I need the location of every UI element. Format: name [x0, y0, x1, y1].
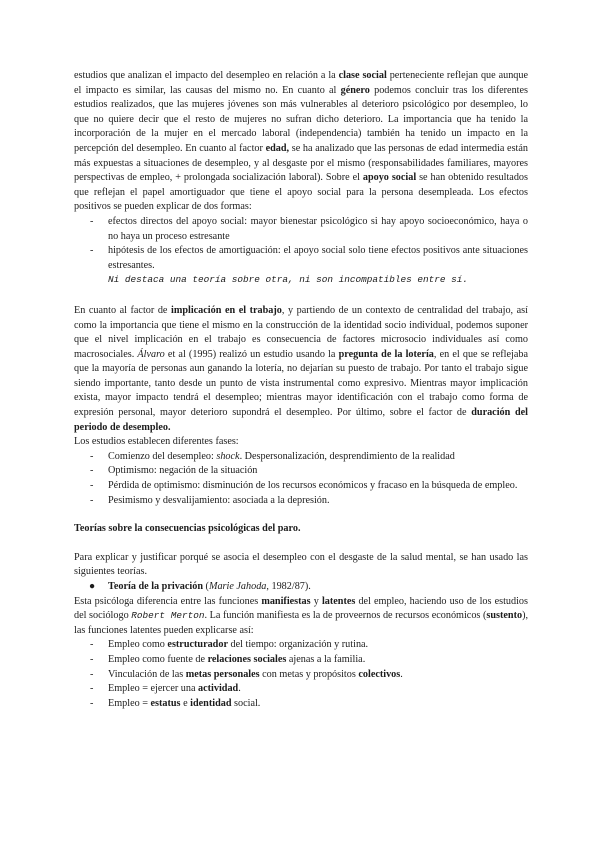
- list-item: [74, 450, 528, 465]
- italic-term: Álvaro: [137, 348, 165, 360]
- text: ), las funciones latentes pueden explicarse así:: [74, 610, 529, 636]
- phases-list: [74, 450, 528, 508]
- text: Empleo como fuente de: [108, 653, 208, 665]
- text: e: [180, 697, 191, 709]
- note-text: Ni destaca una teoría sobre otra, ni son incompatibles entre sí.: [108, 274, 469, 286]
- theory-bullet-item: [74, 580, 528, 595]
- italic-term: Robert Merton: [131, 610, 205, 622]
- text: Los estudios establecen diferentes fases:: [74, 436, 239, 448]
- list-item: - Pesimismo y desvalijamiento: asociada a la depresión.: [74, 494, 528, 509]
- bold-term: latentes: [321, 595, 356, 607]
- italic-term: Marie Jahoda: [208, 581, 267, 592]
- bold-term: género: [340, 84, 370, 96]
- document-page: [74, 69, 528, 711]
- bold-term: identidad: [190, 697, 232, 709]
- list-item: [74, 697, 528, 712]
- bold-term: colectivos: [358, 668, 401, 680]
- text: se ha analizado que las personas de edad intermedia están más expuestas a situaciones de desempleo, y al desgaste por el mismo (responsabilidades familiares, mayores perspectivas de empleo, + prolongada socialización laboral). Sobre el: [74, 142, 528, 184]
- list-item: - Optimismo: negación de la situación: [74, 464, 528, 479]
- list-item: [74, 638, 528, 653]
- text: social.: [231, 697, 261, 709]
- text: del empleo, haciendo uso de los estudios del sociólogo: [74, 595, 528, 622]
- list-item: - Pérdida de optimismo: disminución de los recursos económicos y fracaso en la búsqueda de empleo.: [74, 479, 528, 494]
- text: ajenas a la familia.: [286, 653, 366, 665]
- bold-term: pregunta de la lotería: [338, 348, 434, 360]
- text: estudios que analizan el impacto del desempleo en relación a la: [74, 70, 339, 81]
- list-item: - hipótesis de los efectos de amortiguación: el apoyo social solo tiene efectos positivos ante situaciones estresantes.: [74, 244, 528, 273]
- text: del tiempo: organización y rutina.: [227, 639, 369, 651]
- italic-term: shock: [216, 450, 240, 462]
- text: Empleo = ejercer una: [108, 683, 199, 695]
- bold-term: edad,: [265, 142, 290, 154]
- text: En cuanto al factor de: [74, 304, 172, 316]
- list-item: [74, 653, 528, 668]
- list-item: [74, 668, 528, 683]
- bold-term: relaciones sociales: [207, 653, 287, 665]
- text: Comienzo del desempleo:: [108, 450, 217, 462]
- bold-term: actividad: [198, 683, 239, 695]
- text: , 1982/87).: [266, 581, 311, 592]
- text: podemos concluir tras los diferentes estudios realizados, que las mujeres jóvenes son más vulnerables al deterioro psicológico por desempleo, lo que no quiere decir que el resto de mujeres no sufran dicho deterioro. La importancia que ha tenido la incorporación de la mujer en el mercado laboral (independencia) también ha tenido un impacto en la percepción del desempleo. En cuanto al factor: [74, 84, 528, 154]
- list-item: [74, 682, 528, 697]
- latent-functions-list: [74, 638, 528, 711]
- text: (: [203, 581, 209, 592]
- text: , y partiendo de un contexto de centralidad del trabajo, así como la importancia que tiene el mismo en la construcción de la identidad socio individual, podemos suponer que el nivel implicación en el trabajo es consecuencia de factores microsocio individuales así como macrosociales.: [74, 304, 528, 360]
- bold-term: implicación en el trabajo: [171, 304, 282, 316]
- paragraph-work-involvement: [74, 304, 528, 450]
- bold-term: apoyo social: [362, 172, 417, 184]
- paragraph-intro-theories: Para explicar y justificar porqué se asocia el desempleo con el desgaste de la salud mental, se han usado las siguientes teorías.: [74, 551, 528, 578]
- text: Esta psicóloga diferencia entre las funciones: [74, 595, 262, 607]
- text: perteneciente reflejan que aunque el impacto es similar, las causas del mismo no. En cuanto al: [74, 70, 528, 96]
- text: . Despersonalización, desprendimiento de la realidad: [239, 450, 455, 462]
- text: con metas y propósitos: [259, 668, 359, 680]
- paragraph-jahoda: [74, 595, 528, 639]
- text: se han obtenido resultados que reflejan el papel amortiguador que tiene el apoyo social para la persona desempleada. Los efectos positivos se pueden explicar de dos formas:: [74, 172, 528, 213]
- bold-term: clase social: [338, 70, 387, 81]
- text: .: [238, 683, 241, 695]
- paragraph-social-factors: [74, 69, 528, 215]
- bold-term: Teoría de la privación: [108, 581, 203, 592]
- text: .: [400, 668, 403, 680]
- bold-term: estatus: [150, 697, 181, 709]
- bold-term: metas personales: [185, 668, 260, 680]
- list-item: - efectos directos del apoyo social: mayor bienestar psicológico si hay apoyo socioeconómico, haya o no haya un proceso estresante: [74, 215, 528, 244]
- text: et al (1995) realizó un estudio usando la: [164, 348, 339, 360]
- bullet-icon: ●: [89, 581, 96, 592]
- bold-term: manifiestas: [261, 595, 311, 607]
- social-support-list: [74, 215, 528, 273]
- text: , en el que se reflejaba que la mayoría de personas aun ganando la lotería, no dejarían su puesto de trabajo. Por tanto el trabajo sigue siendo importante, tanto desde un punto de vista instrumental como expresivo. Mientras mayor implicación exista, mayor impacto tendrá el desempleo; mientras mayor identificación con el trabajo como forma de expresión personal, mayor deterioro supondrá el desempleo. Por último, sobre el factor de: [74, 348, 529, 419]
- bold-term: sustento: [486, 610, 523, 622]
- bold-term: duración del periodo de desempleo.: [74, 407, 528, 433]
- text: . La función manifiesta es la de proveernos de recursos económicos (: [204, 610, 487, 622]
- bold-term: estructurador: [167, 639, 228, 651]
- text: Empleo como: [108, 639, 168, 651]
- text: Empleo =: [108, 697, 151, 709]
- heading-text: Teorías sobre la consecuencias psicológicas del paro.: [74, 523, 301, 535]
- text: y: [310, 595, 322, 607]
- text: Vinculación de las: [108, 668, 186, 680]
- section-heading: [74, 522, 528, 537]
